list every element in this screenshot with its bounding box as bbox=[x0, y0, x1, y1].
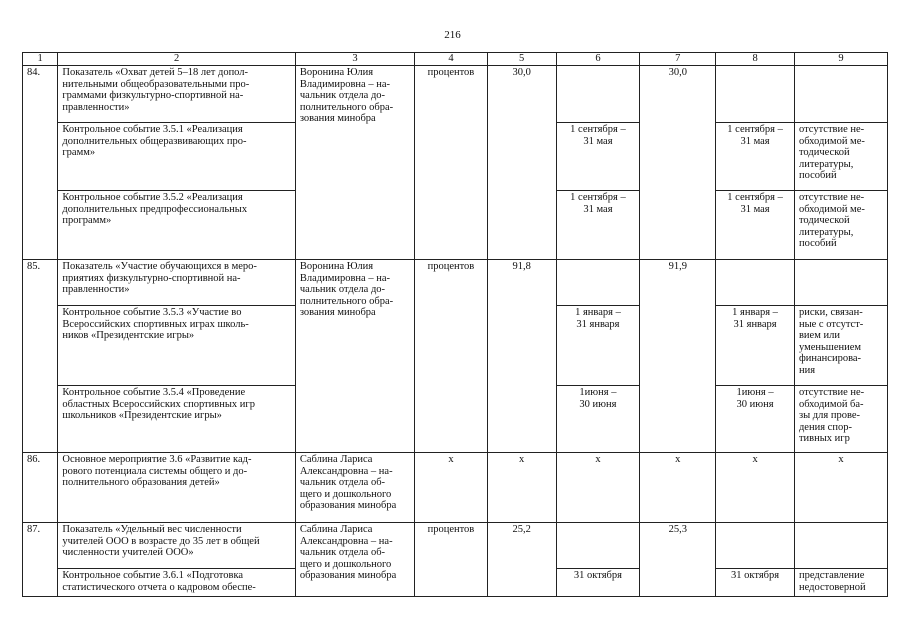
x-cell: х bbox=[556, 453, 640, 523]
responsible-cell: Воронина Юлия Владимировна – на- чальник отдела до- полнительного обра- зования минобра bbox=[295, 260, 414, 453]
col-header-3: 3 bbox=[295, 53, 414, 66]
unit-cell: процентов bbox=[415, 260, 488, 453]
date-cell: 1 сентября – 31 мая bbox=[716, 191, 795, 260]
table-row bbox=[23, 66, 888, 123]
x-cell: х bbox=[640, 453, 716, 523]
col-header-1: 1 bbox=[23, 53, 58, 66]
empty-cell bbox=[556, 523, 640, 569]
col-header-4: 4 bbox=[415, 53, 488, 66]
empty-cell bbox=[794, 66, 887, 123]
risk-cell: отсутствие не- обходимой ме- тодической литературы, пособий bbox=[794, 123, 887, 191]
indicator-cell: Показатель «Охват детей 5–18 лет допол- нительными общеобразовательными про- граммами физкультурно-спортивной на- правленности» bbox=[58, 66, 295, 123]
indicator-cell: Показатель «Удельный вес численности учителей ООО в возрасте до 35 лет в общей численности учителей ООО» bbox=[58, 523, 295, 569]
event-cell: Контрольное событие 3.5.2 «Реализация дополнительных предпрофессиональных программ» bbox=[58, 191, 295, 260]
date-cell: 1 сентября – 31 мая bbox=[556, 123, 640, 191]
date-cell: 1 января – 31 января bbox=[556, 306, 640, 386]
indicator-cell: Показатель «Участие обучающихся в меро- приятиях физкультурно-спортивной на- правленности» bbox=[58, 260, 295, 306]
responsible-cell: Саблина Лариса Александровна – на- чальник отдела об- щего и дошкольного образования минобра bbox=[295, 453, 414, 523]
empty-cell bbox=[556, 260, 640, 306]
col-header-7: 7 bbox=[640, 53, 716, 66]
event-cell: Контрольное событие 3.6.1 «Подготовка статистического отчета о кадровом обеспе- bbox=[58, 569, 295, 597]
responsible-cell: Воронина Юлия Владимировна – на- чальник отдела до- полнительного обра- зования минобра bbox=[295, 66, 414, 260]
table-row bbox=[23, 523, 888, 569]
empty-cell bbox=[716, 523, 795, 569]
x-cell: х bbox=[794, 453, 887, 523]
empty-cell bbox=[794, 523, 887, 569]
date-cell: 1 сентября – 31 мая bbox=[716, 123, 795, 191]
date-cell: 1июня – 30 июня bbox=[716, 386, 795, 453]
empty-cell bbox=[716, 260, 795, 306]
empty-cell bbox=[716, 66, 795, 123]
col-header-9: 9 bbox=[794, 53, 887, 66]
indicator-cell: Основное мероприятие 3.6 «Развитие кад- рового потенциала системы общего и до- полнительного образования детей» bbox=[58, 453, 295, 523]
row-number: 84. bbox=[23, 66, 58, 260]
col-header-8: 8 bbox=[716, 53, 795, 66]
unit-cell: процентов bbox=[415, 66, 488, 260]
date-cell: 1 сентября – 31 мая bbox=[556, 191, 640, 260]
empty-cell bbox=[794, 260, 887, 306]
value-cell: 30,0 bbox=[487, 66, 556, 260]
empty-cell bbox=[556, 66, 640, 123]
col-header-2: 2 bbox=[58, 53, 295, 66]
row-number: 86. bbox=[23, 453, 58, 523]
risk-cell: отсутствие не- обходимой ме- тодической литературы, пособий bbox=[794, 191, 887, 260]
value-cell: 91,9 bbox=[640, 260, 716, 453]
date-cell: 31 октября bbox=[556, 569, 640, 597]
row-number: 87. bbox=[23, 523, 58, 597]
x-cell: х bbox=[716, 453, 795, 523]
header-row bbox=[23, 53, 888, 66]
col-header-5: 5 bbox=[487, 53, 556, 66]
unit-cell: процентов bbox=[415, 523, 488, 597]
risk-cell: представление недостоверной bbox=[794, 569, 887, 597]
table-row bbox=[23, 453, 888, 523]
col-header-6: 6 bbox=[556, 53, 640, 66]
date-cell: 31 октября bbox=[716, 569, 795, 597]
date-cell: 1 января – 31 января bbox=[716, 306, 795, 386]
responsible-cell: Саблина Лариса Александровна – на- чальник отдела об- щего и дошкольного образования минобра bbox=[295, 523, 414, 597]
value-cell: 91,8 bbox=[487, 260, 556, 453]
x-cell: х bbox=[415, 453, 488, 523]
risk-cell: риски, связан- ные с отсутст- вием или уменьшением финансирова- ния bbox=[794, 306, 887, 386]
value-cell: 25,2 bbox=[487, 523, 556, 597]
value-cell: 25,3 bbox=[640, 523, 716, 597]
page-number: 216 bbox=[444, 29, 461, 41]
event-cell: Контрольное событие 3.5.4 «Проведение областных Всероссийских спортивных игр школьников «Президентские игры» bbox=[58, 386, 295, 453]
date-cell: 1июня – 30 июня bbox=[556, 386, 640, 453]
value-cell: 30,0 bbox=[640, 66, 716, 260]
table-row bbox=[23, 260, 888, 306]
event-cell: Контрольное событие 3.5.1 «Реализация дополнительных общеразвивающих про- грамм» bbox=[58, 123, 295, 191]
x-cell: х bbox=[487, 453, 556, 523]
plan-table bbox=[22, 52, 888, 597]
risk-cell: отсутствие не- обходимой ба- зы для прове- дения спор- тивных игр bbox=[794, 386, 887, 453]
row-number: 85. bbox=[23, 260, 58, 453]
event-cell: Контрольное событие 3.5.3 «Участие во Всероссийских спортивных играх школь- ников «Президентские игры» bbox=[58, 306, 295, 386]
